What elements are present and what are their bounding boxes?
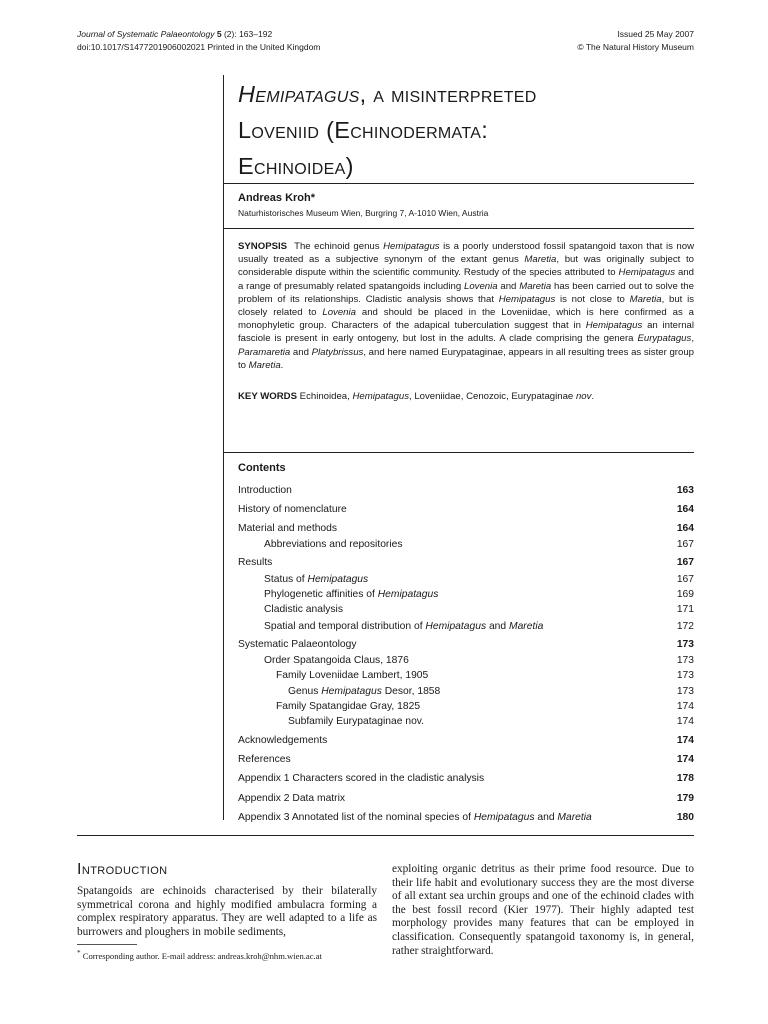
italic-term: Hemipatagus — [321, 686, 382, 697]
toc-entry-title — [264, 620, 543, 633]
italic-term: Hemipatagus — [307, 574, 369, 585]
text-run: and should be placed in the Loveniidae, which is here confirmed as a monophyletic group. Characters of the adapical tuberculation suggest that in — [238, 307, 694, 332]
journal-citation-header — [77, 28, 320, 54]
text-run: and — [497, 280, 520, 292]
text-run: Appendix 1 Characters scored in the cladistic analysis — [238, 773, 485, 784]
toc-entry-page: 174 — [676, 716, 694, 727]
text-run: and — [486, 621, 509, 632]
text-run: The echinoid genus — [294, 241, 384, 252]
toc-entry-title — [238, 734, 327, 747]
toc-entry-page: 163 — [676, 485, 694, 496]
text-run: Family Loveniidae Lambert, 1905 — [276, 670, 429, 681]
journal-name: Journal of Systematic Palaeontology — [77, 29, 215, 39]
text-run: Desor, 1858 — [381, 686, 441, 697]
footnote-rule — [77, 944, 137, 945]
journal-issue-pages: (2): 163–192 — [221, 29, 273, 39]
author-affiliation: Naturhistorisches Museum Wien, Burgring 7, A-1010 Wien, Austria — [238, 208, 489, 218]
introduction-left-column: Spatangoids are echinoids characterised by their bilaterally symmetrical corona and highly modified ambulacra forming a complex respiratory apparatus. They are well adapted to a life as burrowers and ploughers in mobile sediments, — [77, 885, 377, 938]
toc-entry-title — [288, 685, 440, 698]
text-run: Family Spatangidae Gray, 1825 — [276, 701, 421, 712]
toc-entry-title — [264, 603, 343, 616]
doi-line: doi:10.1017/S1477201906002021 Printed in the United Kingdom — [77, 42, 321, 52]
introduction-heading: Introduction — [77, 861, 168, 878]
title-rest: , a misinterpreted — [359, 81, 537, 107]
text-run: and a range of presumably related spatangoids including — [238, 267, 694, 292]
front-matter-divider — [77, 835, 694, 836]
text-run: Systematic Palaeontology — [238, 639, 357, 650]
toc-entry-title — [238, 484, 292, 497]
text-run: is a poorly understood fossil spatangoid taxon that is now usually treated as a subjective synonym of the extant genus — [238, 241, 694, 266]
toc-entry-title — [264, 588, 438, 601]
text-run: , — [691, 333, 694, 345]
toc-entry-title — [238, 503, 347, 516]
toc-entry-title — [238, 772, 484, 785]
text-run: an internal fasciole is present in early ontogeny, but lost in the adults. A clade comprising the genera — [238, 320, 695, 345]
toc-entry-page: 164 — [676, 504, 694, 515]
toc-entry-page: 171 — [676, 604, 694, 615]
italic-term: Eurypatagus — [637, 333, 692, 345]
italic-term: Maretia — [519, 280, 552, 292]
keywords-body — [297, 391, 594, 402]
article-title — [238, 76, 708, 184]
toc-entry-title — [264, 573, 368, 586]
title-divider — [223, 183, 694, 184]
italic-term: Platybrissus — [311, 346, 364, 358]
toc-entry-page: 174 — [676, 754, 694, 765]
text-run: Genus — [288, 686, 322, 697]
toc-entry-title — [238, 811, 592, 824]
toc-entry-page: 172 — [676, 621, 694, 632]
journal-volume: 5 — [216, 29, 222, 39]
introduction-right-column: exploiting organic detritus as their prime food resource. Due to their life habit and evolutionary success they are the most diverse of all extant sea urchin groups and one of the echinoid clades with the best fossil record (Kier 1977). Their highly adapted test morphology provides many features that can be employed in classification. Consequently spatangoid taxonomy is, in general, rather straightforward. — [392, 863, 694, 957]
keywords-label: KEY WORDS — [238, 391, 297, 402]
text-run: and — [290, 346, 312, 358]
italic-term: Hemipatagus — [498, 293, 556, 305]
italic-term: Hemipatagus — [425, 621, 487, 632]
text-run: . — [280, 359, 284, 371]
toc-entry-title — [238, 638, 356, 651]
vertical-rule — [223, 75, 224, 820]
italic-term: Hemipatagus — [383, 241, 440, 252]
text-run: is not close to — [555, 293, 630, 305]
synopsis-label: SYNOPSIS — [238, 241, 288, 252]
toc-entry-title — [276, 700, 420, 713]
toc-entry-page: 174 — [676, 735, 694, 746]
italic-term: Lovenia — [322, 307, 356, 319]
toc-entry-title — [238, 556, 272, 569]
italic-term: Maretia — [557, 812, 592, 823]
text-run: Material and methods — [238, 523, 338, 534]
text-run: Spatial and temporal distribution of — [264, 621, 426, 632]
italic-term: Maretia — [524, 254, 557, 266]
synopsis — [238, 240, 694, 372]
text-run: Subfamily Eurypataginae nov. — [288, 716, 425, 727]
text-run: , but was originally subject to considerable dispute within the scientific community. Restudy of the species attributed to — [238, 254, 694, 279]
italic-term: Hemipatagus — [377, 589, 439, 600]
contents-divider — [223, 452, 694, 453]
toc-entry-title — [264, 538, 403, 551]
toc-entry-page: 169 — [676, 589, 694, 600]
toc-entry-page: 174 — [676, 701, 694, 712]
toc-entry-title — [238, 792, 345, 805]
text-run: Abbreviations and repositories — [264, 539, 403, 550]
toc-entry-page: 173 — [676, 670, 694, 681]
text-run: , and here named Eurypataginae, appears in all resulting trees as sister group to — [238, 346, 694, 371]
title-line-1 — [238, 76, 708, 112]
synopsis-body — [238, 241, 694, 371]
text-run: . — [591, 391, 595, 402]
italic-term: Maretia — [629, 293, 662, 305]
text-run: , but is closely related to — [238, 293, 695, 319]
journal-citation-line — [77, 28, 320, 41]
copyright-line: © The Natural History Museum — [577, 42, 694, 52]
toc-entry-page: 167 — [676, 557, 694, 568]
toc-entry-title — [276, 669, 428, 682]
toc-entry-page: 179 — [676, 793, 694, 804]
toc-entry-page: 167 — [676, 574, 694, 585]
text-run: Echinoidea, — [297, 391, 353, 402]
text-run: Cladistic analysis — [264, 604, 343, 615]
toc-entry-title — [264, 654, 409, 667]
italic-term: Hemipatagus — [473, 812, 535, 823]
text-run: Introduction — [238, 485, 292, 496]
text-run: References — [238, 754, 291, 765]
issue-date: Issued 25 May 2007 — [617, 29, 694, 39]
toc-entry-page: 173 — [676, 639, 694, 650]
italic-term: nov — [575, 391, 592, 402]
italic-term: Paramaretia — [238, 346, 291, 358]
italic-term: Hemipatagus — [618, 267, 676, 279]
toc-entry-page: 173 — [676, 686, 694, 697]
text-run: Appendix 3 Annotated list of the nominal species of — [238, 812, 474, 823]
title-genus: Hemipatagus — [238, 81, 360, 107]
text-run: , Loveniidae, Cenozoic, Eurypataginae — [409, 391, 576, 402]
footnote-text: Corresponding author. E-mail address: andreas.kroh@nhm.wien.ac.at — [80, 950, 322, 961]
text-run: Order Spatangoida Claus, 1876 — [264, 655, 409, 666]
author-name: Andreas Kroh* — [238, 192, 316, 204]
footnote — [77, 947, 377, 962]
contents-heading: Contents — [238, 462, 286, 474]
toc-entry-page: 167 — [676, 539, 694, 550]
title-line-3: Echinoidea) — [238, 153, 354, 179]
toc-entry-title — [288, 715, 424, 728]
italic-term: Lovenia — [463, 280, 498, 292]
italic-term: Hemipatagus — [585, 320, 643, 332]
toc-entry-title — [238, 522, 337, 535]
affiliation-divider — [223, 228, 694, 229]
italic-term: Maretia — [509, 621, 544, 632]
text-run: Phylogenetic affinities of — [264, 589, 378, 600]
text-run: Appendix 2 Data matrix — [238, 793, 346, 804]
title-line-2: Loveniid (Echinodermata: — [238, 117, 489, 143]
toc-entry-page: 180 — [676, 812, 694, 823]
toc-entry-title — [238, 753, 291, 766]
text-run: Acknowledgements — [238, 735, 328, 746]
text-run: and — [534, 812, 558, 823]
italic-term: Maretia — [248, 359, 281, 371]
footnote-mark: * — [77, 949, 81, 957]
keywords — [238, 390, 694, 403]
text-run: Results — [238, 557, 273, 568]
text-run: has been carried out to solve the problem of its relationships. Cladistic analysis shows that — [238, 280, 694, 305]
text-run: History of nomenclature — [238, 504, 347, 515]
toc-entry-page: 178 — [676, 773, 694, 784]
issue-info-header — [577, 28, 694, 54]
text-run: Status of — [264, 574, 308, 585]
toc-entry-page: 173 — [676, 655, 694, 666]
italic-term: Hemipatagus — [352, 391, 409, 402]
toc-entry-page: 164 — [676, 523, 694, 534]
